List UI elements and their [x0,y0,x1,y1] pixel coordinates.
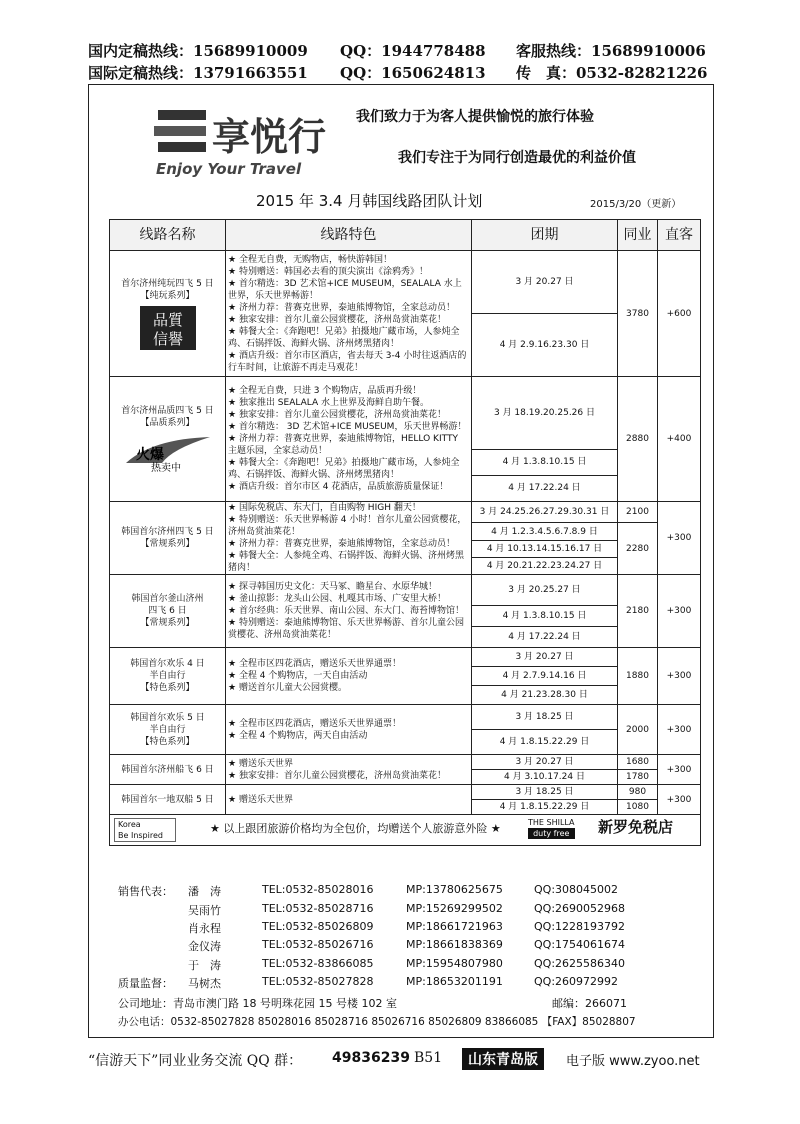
feature-item: ★ 国际免税店、东大门，自由购物 HIGH 翻天！ [228,502,469,514]
contact-qq: QQ:1754061674 [534,938,626,951]
feature-item: ★ 全程 4 个购物店，一天自由活动 [228,670,469,682]
contact-name: 吴雨竹 [188,904,221,917]
update-date: 2015/3/20（更新） [590,199,682,210]
trade-price: 2100 [618,502,658,523]
shilla-logo-sub: duty free [528,828,575,839]
feature-item: ★ 赠送首尔儿童大公园赏樱。 [228,682,469,694]
company-address: 公司地址：青岛市澳门路 18 号明珠花园 15 号楼 102 室 [118,997,397,1010]
trade-price-alt: 1780 [618,770,658,785]
route-series: 【常规系列】 [140,539,195,549]
intl-hotline: 国际定稿热线：13791663551 [88,64,308,82]
route-title: 韩国首尔济州船飞 6 日 [121,764,214,775]
bottom-bar [88,1048,714,1070]
route-title: 韩国首尔济州四飞 5 日 [121,527,214,537]
korea-logo-sub: Be Inspired [118,831,163,840]
feature-item: ★ 全程无自费，只进 3 个购物店，品质再升级！ [228,385,469,397]
route-subtitle: 半自由行 [149,671,186,681]
contact-mobile: MP:13780625675 [406,883,503,896]
route-series: 【特色系列】 [140,683,195,693]
contact-qq: QQ:1228193792 [534,920,626,933]
route-subtitle: 四飞 6 日 [148,606,187,616]
brand-logo [150,102,345,182]
feature-item: ★ 特别赠送：韩国必去看的顶尖演出《涂鸦秀》！ [228,266,469,278]
contact-qq: QQ:308045002 [534,883,619,896]
feature-item: ★ 全程 4 个购物店，两天自由活动 [228,730,469,742]
route-series: 【常规系列】 [140,618,195,628]
qq-1: QQ：1944778488 [340,42,486,60]
logo-sub: Enjoy Your Travel [156,160,302,178]
route-features [226,648,472,705]
departure-date: 3 月 18.19.20.25.26 日 [472,377,618,450]
table-header [110,220,701,251]
contact-tel: TEL:0532-83866085 [262,957,374,970]
contact-mobile: MP:18661838369 [406,938,503,951]
table-row [110,785,701,800]
contact-mobile: MP:18661721963 [406,920,503,933]
departure-date: 3 月 24.25.26.27.29.30.31 日 [472,502,618,523]
office-phone: 办公电话：0532-85027828 85028016 85028716 85026716 85026809 83866085 【FAX】85028807 [118,1016,636,1028]
contact-qq: QQ:260972992 [534,975,619,988]
contact-mobile: MP:15269299502 [406,902,503,915]
shilla-name: 新罗免税店 [598,818,674,836]
departure-date: 4 月 1.3.8.10.15 日 [472,606,618,627]
route-title: 韩国首尔欢乐 4 日 [130,659,205,669]
departure-date: 3 月 20.25.27 日 [472,575,618,606]
route-name [110,502,226,575]
departure-date: 3 月 18.25 日 [472,705,618,730]
feature-item: ★ 独家安排：首尔儿童公园赏樱花，济州岛赏油菜花！ [228,770,469,782]
sales-label: 销售代表： [118,885,173,898]
route-series: 【纯玩系列】 [140,290,195,301]
feature-item: ★ 釜山掠影：龙头山公园、札嘎其市场、广安里大桥！ [228,593,469,605]
postcode: 邮编：266071 [552,997,627,1010]
qq-group-label: “信游天下”同业业务交流 QQ 群： [88,1053,303,1069]
trade-price-alt: 2280 [618,523,658,575]
feature-item: ★ 独家安排：首尔儿童公园赏樱花，济州岛赏油菜花！ [228,314,469,326]
route-subtitle: 半自由行 [149,724,186,735]
route-name [110,705,226,755]
feature-item: ★ 韩餐大全：人参炖全鸡、石锅拌饭、海鲜火锅、济州烤黑猪肉！ [228,550,469,574]
departure-date: 4 月 1.8.15.22.29 日 [472,800,618,815]
page-title: 2015 年 3.4 月韩国线路团队计划 [256,192,483,210]
table-footer [110,815,701,846]
route-features [226,251,472,377]
feature-item: ★ 特别赠送：泰迪熊博物馆、乐天世界畅游、首尔儿童公园赏樱花、济州岛赏油菜花！ [228,617,469,641]
footer-bar [110,815,701,846]
departure-date: 4 月 17.22.24 日 [472,627,618,648]
route-features [226,705,472,755]
table-row [110,377,701,450]
svg-text:热卖中: 热卖中 [150,463,181,473]
contact-mobile: MP:18653201191 [406,975,503,988]
contact-name: 马树杰 [188,977,221,990]
qq-group-number: 49836239 [332,1050,410,1066]
departure-date: 3 月 20.27 日 [472,648,618,667]
route-features [226,785,472,815]
qq-2: QQ：1650624813 [340,64,486,82]
route-name [110,377,226,502]
contact-tel: TEL:0532-85028016 [262,883,374,896]
svg-text:火爆: 火爆 [135,447,164,463]
feature-item: ★ 首尔精选： 3D 艺术馆+ICE MUSEUM，乐天世界畅游！ [228,421,469,433]
route-title: 韩国首尔釜山济州 [131,594,204,604]
route-features [226,502,472,575]
contact-tel: TEL:0532-85026716 [262,938,374,951]
svg-text:信譽: 信譽 [152,329,183,348]
trade-price: 2180 [618,575,658,648]
route-table [109,219,701,846]
fax: 传 真：0532-82821226 [516,64,708,82]
route-name [110,785,226,815]
feature-item: ★ 全程市区四花酒店，赠送乐天世界通票！ [228,658,469,670]
route-features [226,575,472,648]
feature-item: ★ 特别赠送：乐天世界畅游 4 小时！首尔儿童公园赏樱花，济州岛赏油菜花！ [228,514,469,538]
feature-item: ★ 首尔精选：3D 艺术馆+ICE MUSEUM，SEALALA 水上世界，乐天世界畅游！ [228,278,469,302]
trade-price: 1680 [618,755,658,770]
departure-date: 4 月 2.9.16.23.30 日 [472,314,618,377]
service-hotline: 客服热线：15689910006 [516,42,706,60]
domestic-hotline: 国内定稿热线：15689910009 [88,42,308,60]
table-row [110,502,701,523]
feature-item: ★ 全程无自费，无购物店，畅快游韩国！ [228,254,469,266]
departure-date: 4 月 20.21.22.23.24.27 日 [472,558,618,575]
contact-qq: QQ:2625586340 [534,957,626,970]
route-features [226,377,472,502]
contact-mobile: MP:15954807980 [406,957,503,970]
route-name [110,648,226,705]
trade-price: 980 [618,785,658,800]
shilla-logo [528,817,575,839]
feature-item: ★ 韩餐大全：《奔跑吧！兄弟》拍摄地广藏市场，人参炖全鸡、石锅拌饭、海鲜火锅、济州烤黑猪肉！ [228,326,469,350]
departure-date: 4 月 1.3.8.10.15 日 [472,449,618,475]
quality-label: 质量监督： [118,977,173,990]
contact-tel: TEL:0532-85028716 [262,902,374,915]
contact-name: 肖永程 [188,922,221,935]
table-row [110,575,701,606]
contact-qq: QQ:2690052968 [534,902,626,915]
direct-price: +600 [658,251,701,377]
table-row [110,251,701,314]
feature-item: ★ 首尔经典：乐天世界、南山公园、东大门、海苔博物馆！ [228,605,469,617]
slogan-2: 我们专注于为同行创造最优的利益价值 [398,150,636,166]
table-row [110,755,701,770]
logo-text: 享悦行 [212,114,327,159]
korea-logo-text: Korea [118,820,141,829]
table-row [110,705,701,730]
feature-item: ★ 全程市区四花酒店，赠送乐天世界通票！ [228,718,469,730]
contact-tel: TEL:0532-85027828 [262,975,374,988]
route-series: 【特色系列】 [140,736,195,747]
price-note: ★ 以上跟团旅游价格均为全包价，均赠送个人旅游意外险 ★ [210,822,501,835]
svg-text:品質: 品質 [152,310,183,329]
trade-price: 2000 [618,705,658,755]
header-direct: 直客 [658,220,701,251]
feature-item: ★ 酒店升级：首尔市区酒店，省去每天 3-4 小时往返酒店的行车时间，让旅游不再走马观花！ [228,350,469,374]
route-name [110,755,226,785]
route-title: 韩国首尔一地双船 5 日 [121,794,214,805]
route-name [110,251,226,377]
feature-item: ★ 独家安排：首尔儿童公园赏樱花，济州岛赏油菜花！ [228,409,469,421]
direct-price: +300 [658,785,701,815]
trade-price: 2880 [618,377,658,502]
feature-item: ★ 酒店升级：首尔市区 4 花酒店，品质旅游质量保证！ [228,481,469,493]
feature-item: ★ 济州力荐：普赛克世界，泰迪熊博物馆，HELLO KITTY 主题乐园，全家总动员！ [228,433,469,457]
departure-date: 4 月 3.10.17.24 日 [472,770,618,785]
feature-item: ★ 济州力荐：普赛克世界，泰迪熊博物馆，全家总动员！ [228,538,469,550]
feature-item: ★ 独家推出 SEALALA 水上世界及海鲜自助午餐。 [228,397,469,409]
departure-date: 4 月 2.7.9.14.16 日 [472,667,618,686]
quality-seal-icon [140,306,196,350]
shilla-logo-top: THE SHILLA [528,818,575,827]
trade-price: 3780 [618,251,658,377]
direct-price: +400 [658,377,701,502]
departure-date: 3 月 20.27 日 [472,755,618,770]
departure-date: 4 月 21.23.28.30 日 [472,686,618,705]
contact-name: 于 涛 [188,959,221,972]
website: 电子版 www.zyoo.net [566,1054,700,1069]
feature-item: ★ 探寻韩国历史文化：天马冢、瞻星台、水原华城！ [228,581,469,593]
direct-price: +300 [658,705,701,755]
departure-date: 4 月 10.13.14.15.16.17 日 [472,541,618,558]
route-title: 首尔济州品质四飞 5 日 [121,406,214,416]
route-features [226,755,472,785]
header-trade: 同业 [618,220,658,251]
feature-item: ★ 赠送乐天世界 [228,758,469,770]
departure-date: 3 月 20.27 日 [472,251,618,314]
korea-logo [114,818,176,842]
direct-price: +300 [658,575,701,648]
direct-price: +300 [658,502,701,575]
page-number: B51 [414,1050,443,1066]
table-row [110,648,701,667]
route-title: 首尔济州纯玩四飞 5 日 [121,278,214,289]
header-dates: 团期 [472,220,618,251]
edition-badge: 山东青岛版 [462,1048,544,1070]
header-route: 线路名称 [110,220,226,251]
feature-item: ★ 赠送乐天世界 [228,794,469,806]
departure-date: 4 月 1.8.15.22.29 日 [472,730,618,755]
trade-price-alt: 1080 [618,800,658,815]
departure-date: 4 月 17.22.24 日 [472,475,618,501]
direct-price: +300 [658,648,701,705]
hot-sale-icon [122,433,214,473]
trade-price: 1880 [618,648,658,705]
feature-item: ★ 韩餐大全：《奔跑吧！兄弟》拍摄地广藏市场，人参炖全鸡、石锅拌饭、海鲜火锅、济州烤黑猪肉！ [228,457,469,481]
feature-item: ★ 济州力荐：普赛克世界，泰迪熊博物馆，全家总动员！ [228,302,469,314]
direct-price: +300 [658,755,701,785]
contact-name: 潘 涛 [188,885,221,898]
slogan-1: 我们致力于为客人提供愉悦的旅行体验 [356,109,594,125]
contact-name: 金仪涛 [188,940,221,953]
route-title: 韩国首尔欢乐 5 日 [130,712,205,723]
contact-tel: TEL:0532-85026809 [262,920,374,933]
route-name [110,575,226,648]
departure-date: 3 月 18.25 日 [472,785,618,800]
header-features: 线路特色 [226,220,472,251]
departure-date: 4 月 1.2.3.4.5.6.7.8.9 日 [472,523,618,541]
route-series: 【品质系列】 [140,418,195,428]
